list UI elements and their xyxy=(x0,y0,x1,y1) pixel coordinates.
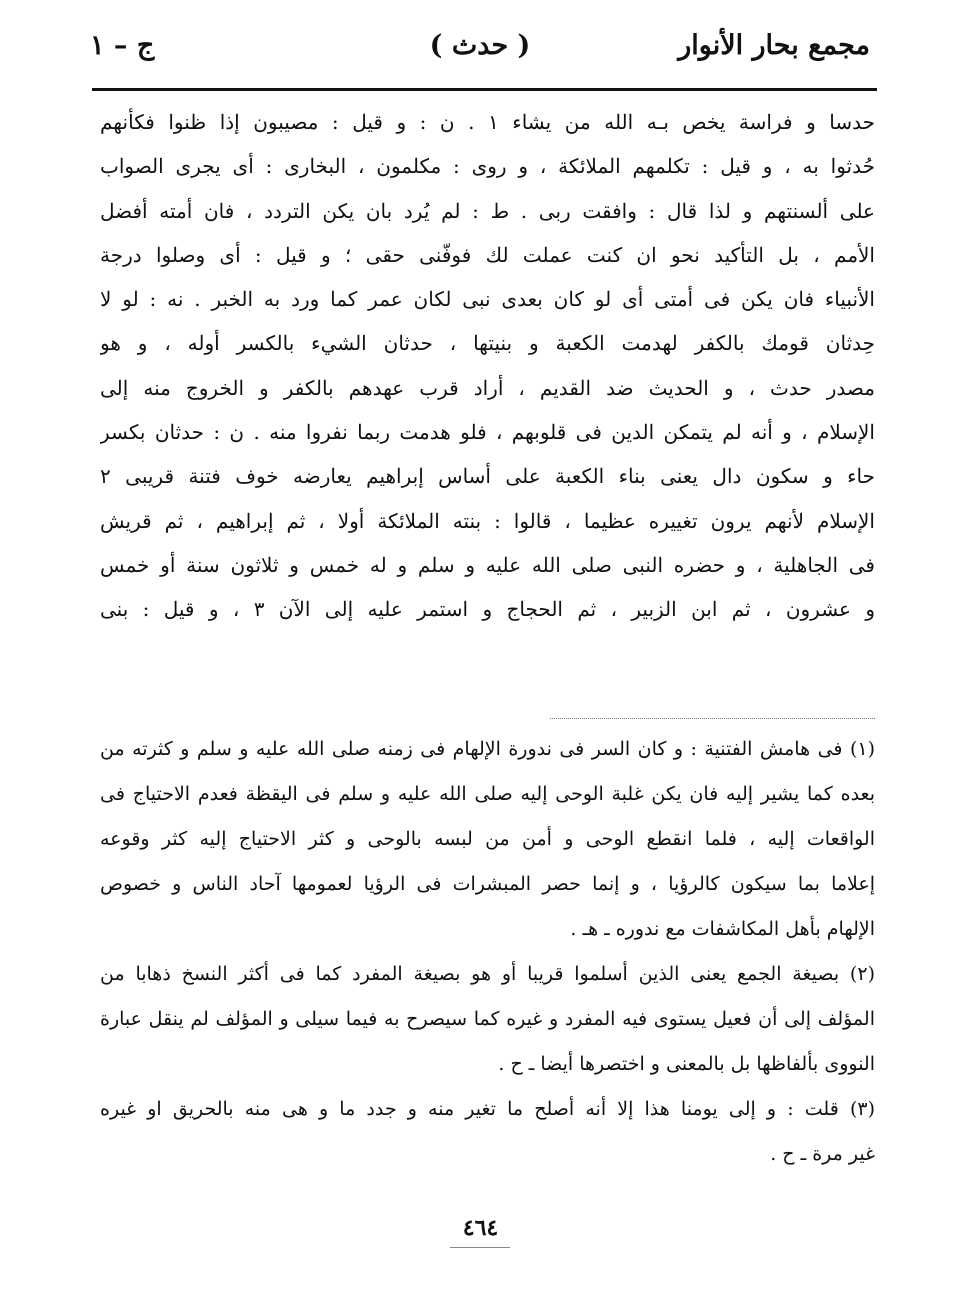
footnote-separator xyxy=(550,718,875,719)
header-rule xyxy=(92,88,877,91)
text-line: حاء و سكون دال يعنى بناء الكعبة على أساس إبراهيم يعارضه خوف فتنة قريبى ٢ xyxy=(100,464,875,489)
text-line: و عشرون ، ثم ابن الزبير ، ثم الحجاج و استمر عليه إلى الآن ٣ ، و قيل : بنى xyxy=(100,597,875,622)
page-header xyxy=(90,30,870,80)
footnote-line: الواقعات إليه ، فلما انقطع الوحى و أمن من لبسه بالوحى و كثر الاحتياج إليه كثر وقوعه xyxy=(100,828,875,850)
footnotes xyxy=(100,727,875,1177)
text-line: فى الجاهلية ، و حضره النبى صلى الله عليه و سلم و له خمس و ثلاثون سنة أو خمس xyxy=(100,552,875,577)
book-title: مجمع بحار الأنوار xyxy=(678,30,870,61)
main-text xyxy=(100,100,875,632)
footnote-line: (٣) قلت : و إلى يومنا هذا إلا أنه أصلح ما تغير منه و جدد ما و هى منه بالحريق او غيره xyxy=(100,1098,875,1120)
footnote-line: النووى بألفاظها بل بالمعنى و اختصرها أيضا ـ ح . xyxy=(498,1053,875,1075)
footnote-line: (٢) بصيغة الجمع يعنى الذين أسلموا قريبا أو هو بصيغة المفرد كما فى أكثر النسخ ذهابا من xyxy=(100,963,875,985)
text-line: الأنبياء فان يكن فى أمتى أى لو كان بعدى نبى لكان عمر كما ورد به الخبر . نه : لو لا xyxy=(100,287,875,312)
text-line: حُدثوا به ، و قيل : تكلمهم الملائكة ، و روى : مكلمون ، البخارى : أى يجرى الصواب xyxy=(100,154,875,179)
footnote-line: المؤلف إلى أن فعيل يستوى فيه المفرد و غيره كما سيصرح به فيما سيلى و المؤلف لم ينقل عبارة xyxy=(100,1008,875,1030)
footnote-line: إعلاما بما سيكون كالرؤيا ، و إنما حصر المبشرات فى الرؤيا لعمومها آحاد الناس و خصوص xyxy=(100,873,875,895)
footnote-line: (١) فى هامش الفتنية : و كان السر فى ندورة الإلهام فى زمنه صلى الله عليه و سلم و كثرته من xyxy=(100,738,875,760)
text-line: مصدر حدث ، و الحديث ضد القديم ، أراد قرب عهدهم بالكفر و الخروج منه إلى xyxy=(100,375,875,400)
page-number-rule xyxy=(450,1247,510,1248)
entry-root: ( حدث ) xyxy=(429,30,531,61)
footnote-line: بعده كما يشير إليه فان يكن غلبة الوحى إليه صلى الله عليه و سلم فى اليقظة فعدم الاحتياج فى xyxy=(100,783,875,805)
text-line: الأمم ، بل التأكيد نحو ان كنت عملت لك فوفّنى حقى ؛ و قيل : أى وصلوا درجة xyxy=(100,242,875,267)
text-line: حِدثان قومك بالكفر لهدمت الكعبة و بنيتها ، حدثان الشيء بالكسر أوله ، و هو xyxy=(100,331,875,356)
text-line: حدسا و فراسة يخص بـه الله من يشاء ١ . ن : و قيل : مصيبون إذا ظنوا فكأنهم xyxy=(100,110,875,134)
text-line: الإسلام ، و أنه لم يتمكن الدين فى قلوبهم ، فلو هدمت ربما نفروا منه . ن : حدثان بكسر xyxy=(100,420,875,445)
text-line: الإسلام لأنهم يرون تغييره عظيما ، قالوا : بنته الملائكة أولا ، ثم إبراهيم ، ثم قريش xyxy=(100,508,875,533)
footnote-line: الإلهام بأهل المكاشفات مع ندوره ـ هـ . xyxy=(570,918,875,940)
page-number: ٤٦٤ xyxy=(462,1215,499,1241)
footnote-line: غير مرة ـ ح . xyxy=(770,1143,875,1165)
text-line: على ألسنتهم و لذا قال : وافقت ربى . ط : لم يُرد بان يكن التردد ، فان أمته أفضل xyxy=(100,198,875,223)
volume-label: ج – ١ xyxy=(90,30,155,61)
